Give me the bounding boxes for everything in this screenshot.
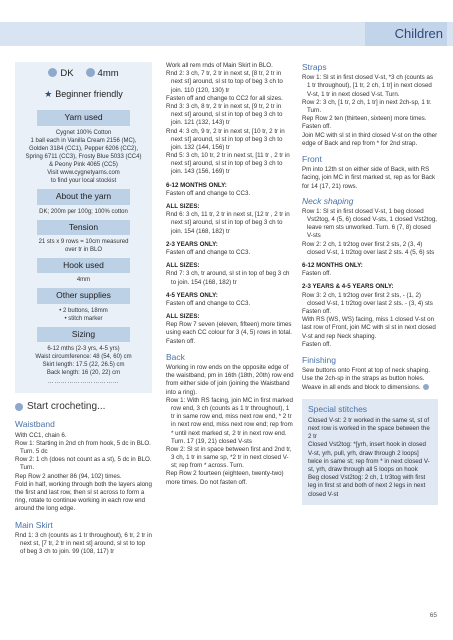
round-line: Rnd 6: 3 ch, 11 tr, 2 tr in next st, [12 tr , 2 tr in next st] around, sl st in top of beg 3 ch to join. 154 (168, 182) tr: [166, 211, 290, 235]
front-heading: Front: [302, 153, 322, 164]
special-stitch: Closed Vst2tog: *[yrh, insert hook in closed V-st, yrh, pull, yrh, draw through 2 loops] twice in same st; rep from * in next closed V-st, yrh, draw through all 5 loops on hook: [308, 441, 430, 474]
column-left: [15, 62, 152, 556]
round-line: Fasten off and change to CC2 for all sizes.: [166, 94, 283, 102]
end-dot-icon: [423, 384, 429, 390]
bullet-dot-icon: [15, 403, 23, 411]
main-skirt-line: Rnd 1: 3 ch (counts as 1 tr throughout), 6 tr, 2 tr in next st, [7 tr, 2 tr in next st] around, sl st to top of beg 3 ch to join. 99 (108, 117) tr: [15, 531, 152, 556]
size-heading: 4-5 YEARS ONLY:: [166, 291, 218, 299]
hook-size: 4mm: [86, 68, 119, 81]
back-line: Row 1: With RS facing, join MC in first marked row end, 3 ch (counts as 1 tr throughout), 1 tr in same row end, miss next row end, * 2 tr in next row end, miss next row end; rep from * until next marked st, 2 tr in next row end. Turn. 17 (19, 21) closed V-sts: [166, 396, 293, 445]
waistband-line: With CC1, chain 6.: [15, 431, 67, 439]
round-line: Rnd 7: 3 ch, tr around, sl st in top of beg 3 ch to join. 154 (168, 182) tr: [166, 270, 290, 286]
dotted-divider: ……………………………: [47, 379, 120, 386]
neck-line: Row 1: Sl st in first closed V-st, 1 beg closed Vst2tog, 4 (5, 6) closed V-sts, 1 closed Vst2tog, leave rem sts unworked. Turn. 6 (7, 8) closed V-sts: [302, 207, 438, 240]
skill-level: ★ Beginner friendly: [44, 88, 123, 99]
main-skirt-heading: Main Skirt: [15, 519, 53, 530]
straps-heading: Straps: [302, 62, 327, 72]
size-heading: ALL SIZES:: [166, 262, 200, 270]
size-heading: 6-12 MONTHS ONLY:: [166, 181, 227, 189]
column-right: [302, 62, 438, 505]
round-line: Rnd 4: 3 ch, 9 tr, 2 tr in next st, [10 tr, 2 tr in next st] around, sl st in top of beg 3 ch to join. 132 (144, 156) tr: [166, 127, 285, 151]
neck-line: Row 3: 2 ch, 1 tr2tog over first 2 sts, - (1, 2) closed V-st, 1 tr2tog over last 2 sts. - (3, 4) sts: [302, 291, 433, 307]
finishing-text: Sew buttons onto Front at top of neck shaping. Use the 2ch-sp in the straps as button holes. Weave in all ends and block to dimensions.: [302, 367, 430, 391]
yarn-used-text: Cygnet 100% Cotton 1 ball each in Vanilla Cream 2156 (MC), Golden 3184 (CC1), Pepper 6206 (CC2), Spring 6711 (CC3), Frosty Blue 5033 (CC4) & Peony Pink 4065 (CC5) Visit www.cygnetyarns.com to find your local stockist: [25, 129, 142, 185]
about-yarn-heading: About the yarn: [37, 189, 130, 204]
page-title: Children: [365, 22, 447, 46]
back-line: Working in row ends on the opposite edge of the waistband, pm in 16th (18th, 20th) row end from either side of join (joining the Waistband into a ring).: [166, 364, 294, 396]
front-text: Pm into 12th st on either side of Back, with RS facing, join MC in first marked st, rep as for Back for 14 (17, 21) rows.: [302, 166, 436, 190]
special-stitches-box: [302, 399, 438, 505]
straps-line: Rep Row 2 ten (thirteen, sixteen) more times.: [302, 115, 427, 123]
column-middle: [166, 62, 294, 487]
tension-text: 21 sts x 9 rows = 10cm measured over tr in BLO: [38, 238, 129, 253]
skirt-intro: Work all rem rnds of Main Skirt in BLO.: [166, 62, 273, 69]
finishing-heading: Finishing: [302, 354, 337, 365]
round-line: Rnd 2: 3 ch, 7 tr, 2 tr in next st, [8 tr, 2 tr in next st] around, sl st to top of beg 3 ch to join. 110 (120, 130) tr: [166, 70, 283, 94]
waistband-line: Row 1: Starting in 2nd ch from hook, 5 dc in BLO. Turn. 5 dc: [15, 439, 151, 455]
weight-needle-row: [15, 66, 152, 86]
neck-line: Fasten off.: [302, 340, 332, 348]
sizing-text: 6-12 mths (2-3 yrs, 4-5 yrs) Waist circumference: 48 (54, 60) cm Skirt length: 17.5 (22, 26.5) cm Back length: 16 (20, 22) cm: [35, 345, 132, 377]
yarn-weight: DK: [48, 68, 73, 81]
about-yarn-text: DK; 200m per 100g; 100% cotton: [39, 208, 128, 215]
size-heading: ALL SIZES:: [166, 313, 200, 321]
round-line: Rnd 3: 3 ch, 8 tr, 2 tr in next st, [9 tr, 2 tr in next st] around, sl st in top of beg 3 ch to join. 121 (132, 143) tr: [166, 102, 283, 127]
size-note: Rep Row 7 seven (eleven, fifteen) more times using each CC colour for 3 (4, 5) rows in total.: [166, 321, 292, 337]
hook-dot-icon: [86, 68, 95, 77]
size-note: Fasten off and change to CC3.: [166, 189, 251, 197]
waistband-line: Fold in half, working through both the layers along the first and last row, then sl st across to form a ring, rotate to continue working in each row end around the long edge.: [15, 480, 152, 513]
waistband-line: Rep Row 2 another 86 (94, 102) times.: [15, 472, 122, 480]
page-number: 65: [429, 612, 437, 619]
size-note: Fasten off and change to CC3.: [166, 299, 251, 307]
size-note: Fasten off.: [302, 270, 332, 278]
back-heading: Back: [166, 351, 185, 362]
size-heading: 6-12 MONTHS ONLY:: [302, 262, 363, 270]
back-line: Rep Row 2 fourteen (eighteen, twenty-two) more times. Do not fasten off.: [166, 470, 284, 486]
special-stitch: Beg closed Vst2tog: 2 ch, 1 tr3tog with first leg in first st and both of next 2 legs in next closed V-st: [308, 474, 426, 498]
other-supplies-text: • 2 buttons, 18mm • stitch marker: [59, 307, 108, 322]
special-stitches-heading: Special stitches: [308, 403, 368, 414]
size-note: Fasten off.: [166, 337, 196, 345]
straps-line: Join MC with sl st in third closed V-st on the other edge of Back and rep from * for 2nd strap.: [302, 131, 438, 147]
header-bar: [0, 22, 453, 46]
sizing-heading: Sizing: [37, 327, 130, 342]
straps-line: Row 2: 3 ch, [1 tr, 2 ch, 1 tr] in next 2ch-sp, 1 tr. Turn.: [302, 98, 432, 114]
other-supplies-heading: Other supplies: [37, 288, 130, 303]
yarn-used-heading: Yarn used: [37, 110, 130, 125]
pattern-info-box: [15, 62, 152, 393]
waistband-heading: Waistband: [15, 419, 55, 430]
straps-line: Fasten off.: [302, 123, 332, 131]
dk-dot-icon: [48, 68, 57, 77]
size-note: Fasten off and change to CC3.: [166, 248, 251, 256]
round-line: Rnd 5: 3 ch, 10 tr, 2 tr in next st, [11 tr , 2 tr in next st] around, sl st in top of beg 3 ch to join. 143 (156, 169) tr: [166, 152, 290, 176]
neck-line: Fasten off.: [302, 307, 332, 315]
hook-heading: Hook used: [37, 258, 130, 273]
start-crocheting: Start crocheting...: [15, 400, 152, 413]
special-stitch: Closed V-st: 2 tr worked in the same st, st of next row is worked in the space between the 2 tr: [308, 416, 430, 441]
hook-text: 4mm: [76, 277, 91, 284]
back-line: Row 2: Sl st in space between first and 2nd tr, 3 ch, 1 tr in same sp, *2 tr in next closed V-st; rep from * across. Turn.: [166, 445, 292, 470]
waistband-line: Row 2: 1 ch (does not count as a st), 5 dc in BLO. Turn.: [15, 456, 152, 472]
size-heading: 2-3 YEARS & 4-5 YEARS ONLY:: [302, 283, 394, 291]
neck-line: With RS (WS, WS) facing, miss 1 closed V-st on last row of Front, join MC with sl st in next closed V-st and rep Neck shaping.: [302, 316, 436, 340]
size-heading: 2-3 YEARS ONLY:: [166, 240, 218, 248]
neck-shaping-heading: Neck shaping: [302, 195, 354, 206]
straps-line: Row 1: Sl st in first closed V-st, *3 ch (counts as 1 tr throughout), [1 tr, 2 ch, 1 tr] in next closed V-st, 1 tr in next closed V-st. Turn.: [302, 74, 434, 98]
tension-heading: Tension: [37, 220, 130, 235]
neck-line: Row 2: 2 ch, 1 tr2tog over first 2 sts, 2 (3, 4) closed V-st, 1 tr2tog over last 2 sts. 4 (5, 6) sts: [302, 240, 435, 256]
star-icon: ★: [44, 88, 53, 99]
size-heading: ALL SIZES:: [166, 203, 200, 210]
